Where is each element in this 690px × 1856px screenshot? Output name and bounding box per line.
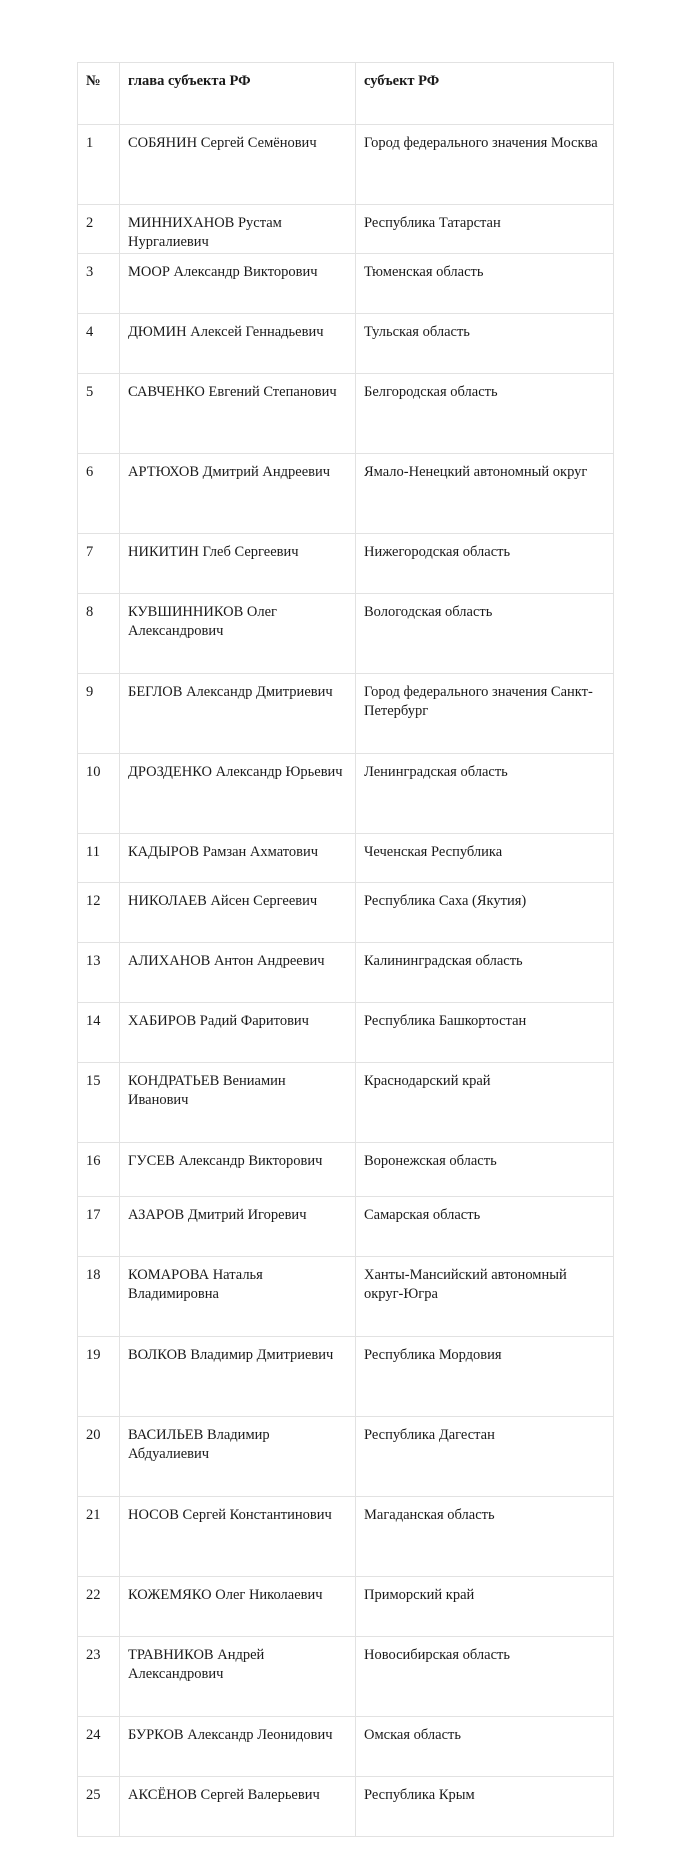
table-row [78, 374, 614, 454]
row-subject: Самарская область [356, 1197, 614, 1257]
row-head-name: ДЮМИН Алексей Геннадьевич [120, 314, 356, 374]
row-head-name: НОСОВ Сергей Константинович [120, 1497, 356, 1577]
row-number: 2 [78, 205, 120, 254]
row-head-name: МООР Александр Викторович [120, 254, 356, 314]
row-subject: Ленинградская область [356, 754, 614, 834]
row-head-name: АРТЮХОВ Дмитрий Андреевич [120, 454, 356, 534]
row-number: 9 [78, 674, 120, 754]
governors-table-container [77, 62, 613, 1837]
table-row [78, 205, 614, 254]
row-subject: Республика Саха (Якутия) [356, 883, 614, 943]
row-head-name: КУВШИННИКОВ Олег Александрович [120, 594, 356, 674]
row-head-name: ХАБИРОВ Радий Фаритович [120, 1003, 356, 1063]
column-header-head: глава субъекта РФ [120, 63, 356, 125]
row-subject: Ханты-Мансийский автономный округ-Югра [356, 1257, 614, 1337]
row-subject: Республика Крым [356, 1777, 614, 1837]
column-header-subject: субъект РФ [356, 63, 614, 125]
row-head-name: АЗАРОВ Дмитрий Игоревич [120, 1197, 356, 1257]
table-row [78, 1063, 614, 1143]
row-number: 11 [78, 834, 120, 883]
row-subject: Калининградская область [356, 943, 614, 1003]
row-subject: Город федерального значения Санкт-Петербург [356, 674, 614, 754]
row-head-name: КОМАРОВА Наталья Владимировна [120, 1257, 356, 1337]
row-number: 3 [78, 254, 120, 314]
table-row [78, 1497, 614, 1577]
row-head-name: САВЧЕНКО Евгений Степанович [120, 374, 356, 454]
row-subject: Республика Дагестан [356, 1417, 614, 1497]
row-number: 15 [78, 1063, 120, 1143]
row-head-name: БЕГЛОВ Александр Дмитриевич [120, 674, 356, 754]
row-subject: Белгородская область [356, 374, 614, 454]
row-subject: Вологодская область [356, 594, 614, 674]
row-number: 12 [78, 883, 120, 943]
row-number: 19 [78, 1337, 120, 1417]
table-row [78, 254, 614, 314]
table-row [78, 1577, 614, 1637]
row-subject: Приморский край [356, 1577, 614, 1637]
table-row [78, 1417, 614, 1497]
row-subject: Магаданская область [356, 1497, 614, 1577]
row-head-name: ДРОЗДЕНКО Александр Юрьевич [120, 754, 356, 834]
row-number: 25 [78, 1777, 120, 1837]
row-subject: Тульская область [356, 314, 614, 374]
row-subject: Республика Мордовия [356, 1337, 614, 1417]
row-number: 18 [78, 1257, 120, 1337]
row-head-name: КОЖЕМЯКО Олег Николаевич [120, 1577, 356, 1637]
row-number: 17 [78, 1197, 120, 1257]
table-row [78, 1337, 614, 1417]
table-row [78, 1637, 614, 1717]
row-head-name: НИКОЛАЕВ Айсен Сергеевич [120, 883, 356, 943]
row-number: 4 [78, 314, 120, 374]
row-number: 13 [78, 943, 120, 1003]
row-subject: Омская область [356, 1717, 614, 1777]
table-row [78, 1257, 614, 1337]
table-row [78, 1777, 614, 1837]
row-number: 21 [78, 1497, 120, 1577]
row-head-name: ВАСИЛЬЕВ Владимир Абдуалиевич [120, 1417, 356, 1497]
row-subject: Нижегородская область [356, 534, 614, 594]
table-row [78, 125, 614, 205]
table-row [78, 674, 614, 754]
table-row [78, 594, 614, 674]
row-subject: Чеченская Республика [356, 834, 614, 883]
table-row [78, 883, 614, 943]
row-subject: Ямало-Ненецкий автономный округ [356, 454, 614, 534]
row-subject: Новосибирская область [356, 1637, 614, 1717]
row-number: 8 [78, 594, 120, 674]
row-head-name: СОБЯНИН Сергей Семёнович [120, 125, 356, 205]
row-number: 23 [78, 1637, 120, 1717]
column-header-number: № [78, 63, 120, 125]
row-head-name: АЛИХАНОВ Антон Андреевич [120, 943, 356, 1003]
row-subject: Тюменская область [356, 254, 614, 314]
row-number: 6 [78, 454, 120, 534]
row-head-name: БУРКОВ Александр Леонидович [120, 1717, 356, 1777]
row-number: 20 [78, 1417, 120, 1497]
row-number: 1 [78, 125, 120, 205]
row-number: 7 [78, 534, 120, 594]
row-number: 5 [78, 374, 120, 454]
table-row [78, 534, 614, 594]
table-row [78, 1003, 614, 1063]
table-row [78, 454, 614, 534]
table-row [78, 754, 614, 834]
row-subject: Республика Татарстан [356, 205, 614, 254]
row-head-name: НИКИТИН Глеб Сергеевич [120, 534, 356, 594]
row-number: 16 [78, 1143, 120, 1197]
row-number: 14 [78, 1003, 120, 1063]
table-row [78, 1197, 614, 1257]
row-head-name: ВОЛКОВ Владимир Дмитриевич [120, 1337, 356, 1417]
governors-table [77, 62, 614, 1837]
table-row [78, 314, 614, 374]
table-row [78, 1717, 614, 1777]
row-subject: Воронежская область [356, 1143, 614, 1197]
row-head-name: КОНДРАТЬЕВ Вениамин Иванович [120, 1063, 356, 1143]
table-row [78, 834, 614, 883]
row-head-name: МИННИХАНОВ Рустам Нургалиевич [120, 205, 356, 254]
row-number: 10 [78, 754, 120, 834]
row-head-name: ГУСЕВ Александр Викторович [120, 1143, 356, 1197]
row-subject: Республика Башкортостан [356, 1003, 614, 1063]
table-header-row [78, 63, 614, 125]
row-number: 24 [78, 1717, 120, 1777]
table-row [78, 1143, 614, 1197]
row-subject: Краснодарский край [356, 1063, 614, 1143]
row-head-name: ТРАВНИКОВ Андрей Александрович [120, 1637, 356, 1717]
table-row [78, 943, 614, 1003]
row-subject: Город федерального значения Москва [356, 125, 614, 205]
row-number: 22 [78, 1577, 120, 1637]
row-head-name: АКСЁНОВ Сергей Валерьевич [120, 1777, 356, 1837]
row-head-name: КАДЫРОВ Рамзан Ахматович [120, 834, 356, 883]
